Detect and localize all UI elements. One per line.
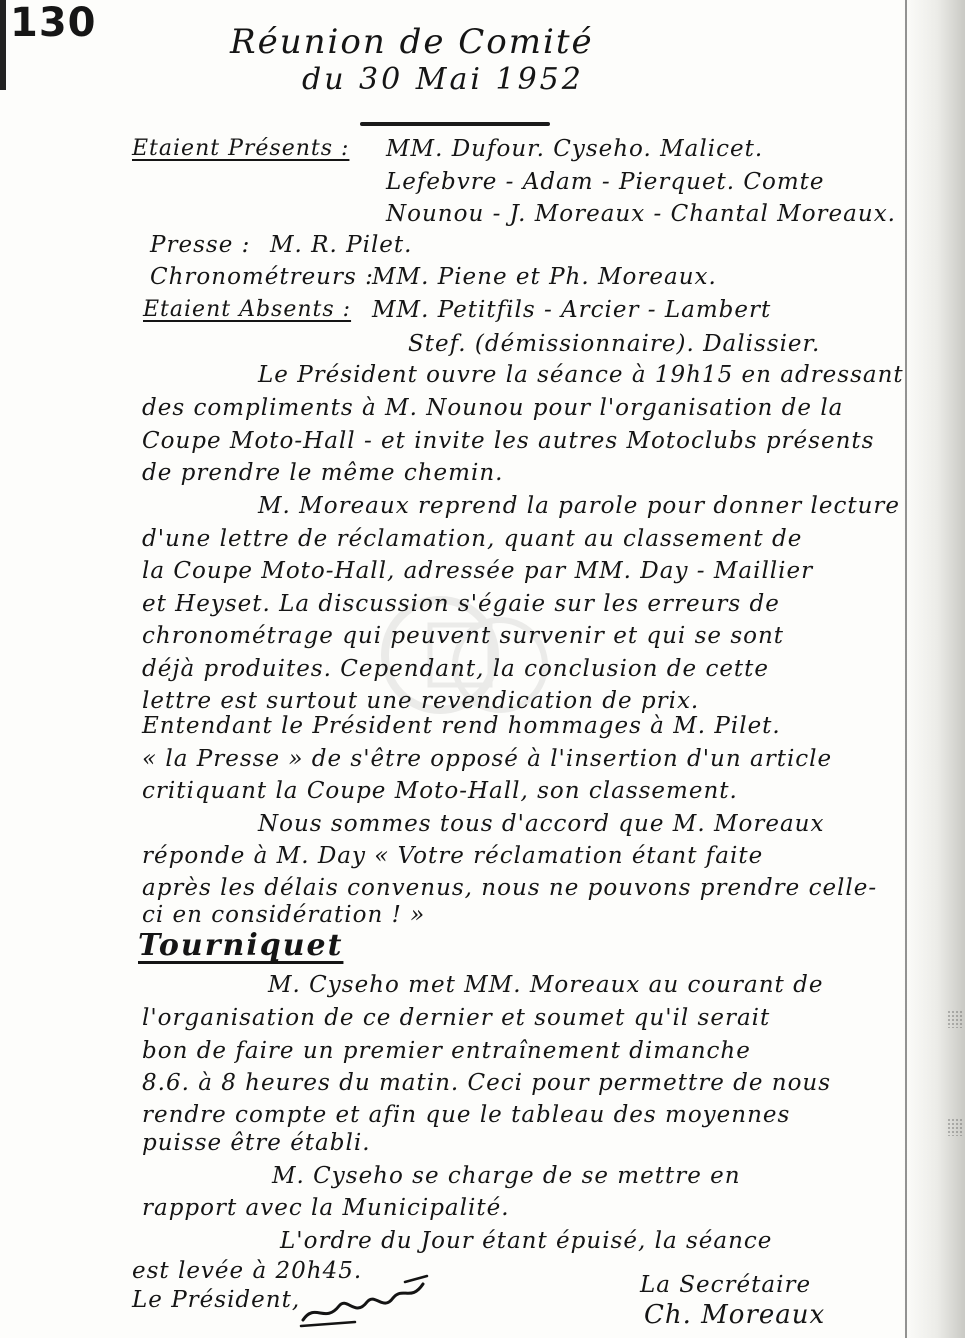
body-line: Le Président ouvre la séance à 19h15 en adressant: [258, 362, 904, 388]
page-left-edge: [0, 0, 6, 90]
secretary-label: La Secrétaire: [640, 1272, 812, 1298]
book-binding-edge: [905, 0, 907, 1338]
body-line: de prendre le même chemin.: [142, 460, 504, 486]
body-line: d'une lettre de réclamation, quant au classement de: [142, 526, 803, 552]
body-line: réponde à M. Day « Votre réclamation étant faite: [142, 843, 764, 869]
secretary-signature: Ch. Moreaux: [644, 1300, 826, 1330]
body-line: des compliments à M. Nounou pour l'organisation de la: [142, 395, 844, 421]
present-line: Nounou - J. Moreaux - Chantal Moreaux.: [386, 201, 896, 227]
document-title: Réunion de Comité: [230, 22, 594, 62]
absent-label: Etaient Absents :: [143, 297, 352, 322]
page-number: 130: [10, 0, 97, 46]
present-line: Lefebvre - Adam - Pierquet. Comte: [386, 169, 825, 195]
scan-speckle: [947, 1118, 963, 1136]
body-line: Nous sommes tous d'accord que M. Moreaux: [258, 811, 825, 837]
body-line: M. Moreaux reprend la parole pour donner lecture: [258, 493, 901, 519]
section-heading: Tourniquet: [138, 928, 344, 963]
body-line: critiquant la Coupe Moto-Hall, son classement.: [142, 778, 738, 804]
section-line: est levée à 20h45.: [132, 1258, 363, 1284]
section-line: M. Cyseho met MM. Moreaux au courant de: [268, 972, 824, 998]
section-line: rapport avec la Municipalité.: [142, 1195, 510, 1221]
absent-line: Stef. (démissionnaire). Dalissier.: [408, 331, 821, 357]
absent-line: MM. Petitfils - Arcier - Lambert: [372, 297, 772, 323]
section-line: bon de faire un premier entraînement dimanche: [142, 1038, 751, 1064]
scan-speckle: [947, 1010, 963, 1028]
body-line: lettre est surtout une revendication de prix.: [142, 688, 700, 714]
title-underline: [360, 122, 550, 126]
section-line: M. Cyseho se charge de se mettre en: [272, 1163, 741, 1189]
body-line: Coupe Moto-Hall - et invite les autres Motoclubs présents: [142, 428, 875, 454]
body-line: après les délais convenus, nous ne pouvons prendre celle-: [142, 875, 878, 901]
section-line: rendre compte et afin que le tableau des moyennes: [142, 1102, 791, 1128]
body-line: déjà produites. Cependant, la conclusion de cette: [142, 656, 770, 682]
body-line: chronométrage qui peuvent survenir et qui se sont: [142, 623, 785, 649]
body-line: ci en considération ! »: [142, 902, 426, 928]
document-date: du 30 Mai 1952: [302, 62, 584, 97]
body-line: « la Presse » de s'être opposé à l'insertion d'un article: [142, 746, 833, 772]
body-line: Entendant le Président rend hommages à M. Pilet.: [142, 713, 781, 739]
president-label: Le Président,: [132, 1287, 301, 1313]
present-line: MM. Dufour. Cyseho. Malicet.: [386, 136, 764, 162]
section-line: L'ordre du Jour étant épuisé, la séance: [280, 1228, 773, 1254]
present-label: Etaient Présents :: [132, 136, 350, 161]
president-signature: [295, 1272, 435, 1332]
body-line: la Coupe Moto-Hall, adressée par MM. Day - Maillier: [142, 558, 814, 584]
body-line: et Heyset. La discussion s'égaie sur les erreurs de: [142, 591, 780, 617]
section-line: 8.6. à 8 heures du matin. Ceci pour permettre de nous: [142, 1070, 832, 1096]
presse-label: Presse :: [150, 232, 251, 258]
chrono-label: Chronométreurs :: [150, 264, 374, 290]
presse-value: M. R. Pilet.: [270, 232, 413, 258]
section-line: puisse être établi.: [142, 1130, 371, 1156]
book-binding-shadow: [903, 0, 965, 1338]
section-line: l'organisation de ce dernier et soumet qu'il serait: [142, 1005, 771, 1031]
chrono-value: MM. Piene et Ph. Moreaux.: [372, 264, 717, 290]
